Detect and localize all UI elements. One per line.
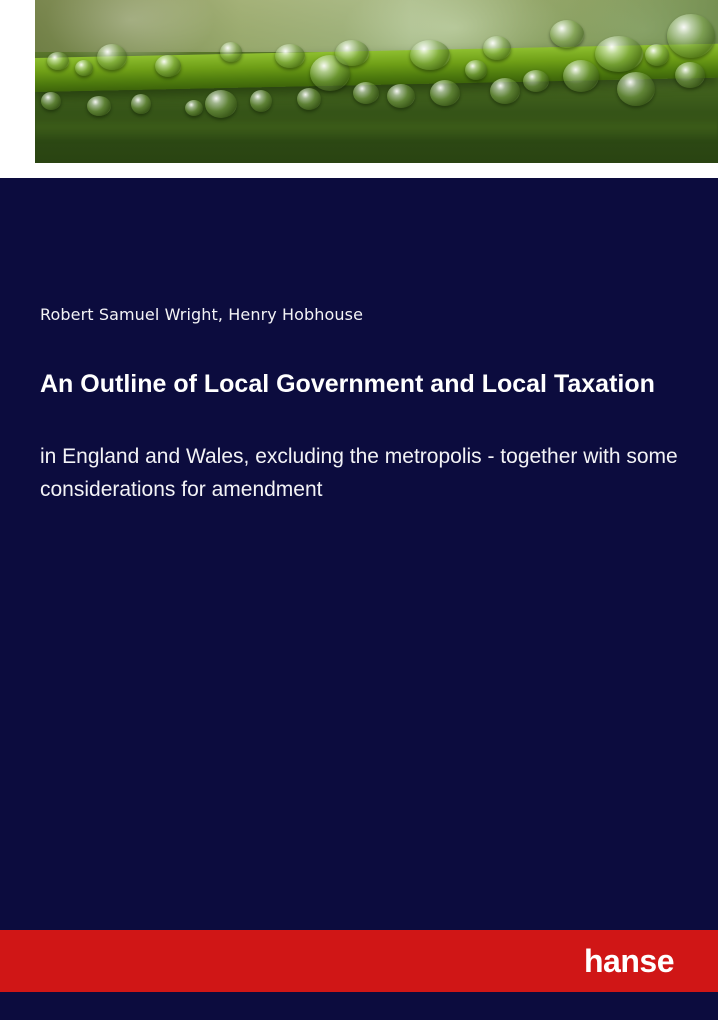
water-droplet — [335, 40, 369, 66]
water-droplet — [47, 52, 69, 70]
water-droplet — [131, 94, 151, 114]
water-droplet — [387, 84, 415, 108]
author-names: Robert Samuel Wright, Henry Hobhouse — [40, 305, 364, 324]
water-droplet — [667, 14, 715, 58]
publisher-logo: hanse — [584, 943, 674, 979]
water-droplet — [220, 42, 242, 62]
water-droplet — [523, 70, 549, 92]
photo-margin — [0, 0, 35, 178]
book-title: An Outline of Local Government and Local Taxation — [40, 370, 655, 398]
water-droplet — [185, 100, 203, 116]
water-droplet — [595, 36, 643, 72]
cover-photo-droplets-on-grass — [35, 0, 718, 163]
water-droplet — [465, 60, 487, 80]
water-droplet — [205, 90, 237, 118]
water-droplet — [410, 40, 450, 70]
water-droplet — [75, 60, 93, 76]
water-droplet — [430, 80, 460, 106]
water-droplet — [563, 60, 599, 92]
water-droplet — [155, 55, 181, 77]
water-droplet — [297, 88, 321, 110]
grass-blade-blurred — [35, 112, 718, 142]
water-droplet — [550, 20, 584, 48]
water-droplet — [275, 44, 305, 68]
bottom-band — [0, 992, 718, 1020]
water-droplet — [483, 36, 511, 60]
water-droplet — [41, 92, 61, 110]
water-droplet — [645, 44, 669, 66]
book-subtitle: in England and Wales, excluding the metropolis - together with some considerations for amendment — [40, 445, 678, 501]
water-droplet — [87, 96, 111, 116]
water-droplet — [250, 90, 272, 112]
water-droplet — [490, 78, 520, 104]
cover-background — [0, 178, 718, 930]
water-droplet — [97, 44, 127, 70]
water-droplet — [675, 62, 705, 88]
water-droplet — [617, 72, 655, 106]
water-droplet — [353, 82, 379, 104]
